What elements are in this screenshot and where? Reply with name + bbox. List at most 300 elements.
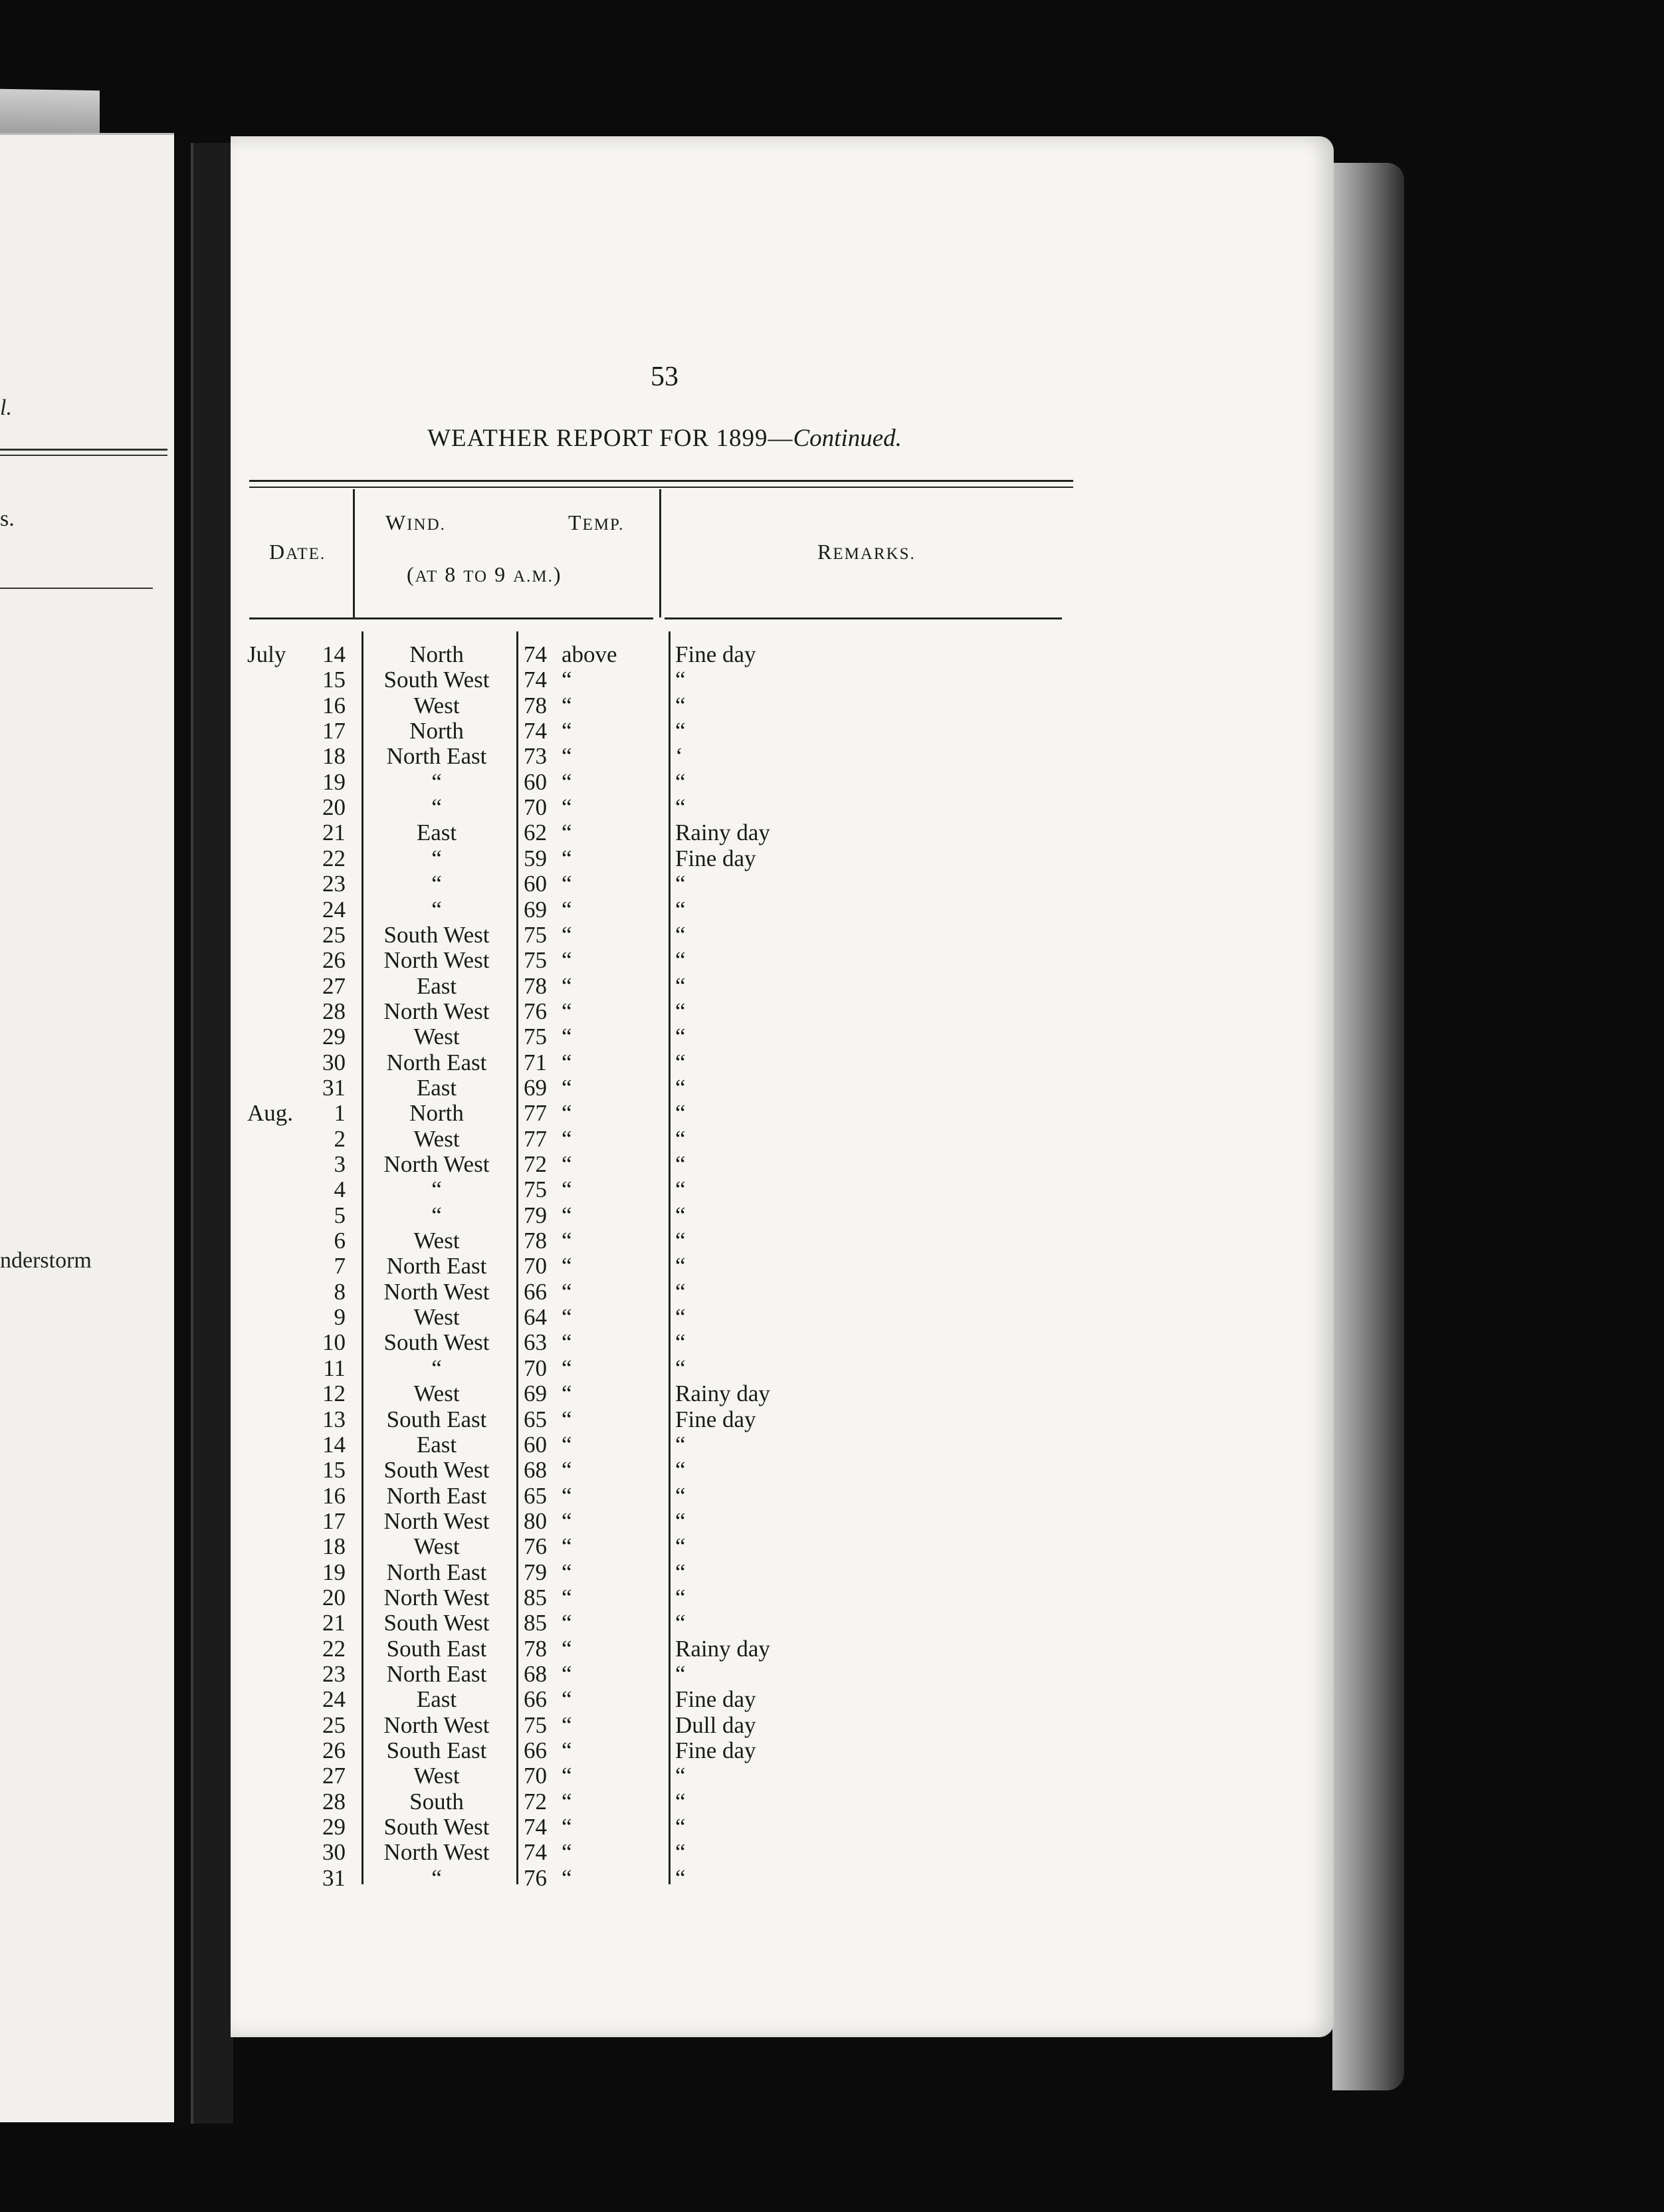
table-row [0, 1713, 1664, 1738]
row-temp-note: “ [562, 743, 572, 769]
row-temp: 75 [524, 1176, 547, 1202]
row-temp: 78 [524, 973, 547, 999]
row-temp: 75 [524, 1024, 547, 1050]
row-wind: West [413, 1381, 460, 1406]
row-wind: East [416, 1432, 457, 1458]
row-day: 23 [322, 871, 346, 897]
row-remarks: ‘ [675, 743, 683, 769]
row-wind: South East [386, 1636, 487, 1662]
row-remarks: “ [675, 1865, 686, 1891]
table-row [0, 897, 1664, 923]
row-temp-note: “ [562, 1202, 572, 1228]
row-temp: 66 [524, 1686, 547, 1712]
table-row [0, 1024, 1664, 1050]
table-row [0, 1381, 1664, 1406]
row-day: 27 [322, 1763, 346, 1789]
row-remarks: “ [675, 998, 686, 1024]
row-temp-note: “ [562, 1483, 572, 1509]
row-day: 13 [322, 1406, 346, 1432]
row-wind: “ [431, 845, 442, 871]
row-day: 16 [322, 693, 346, 719]
row-temp: 69 [524, 1075, 547, 1101]
table-row [0, 846, 1664, 871]
table-row [0, 871, 1664, 897]
row-temp: 75 [524, 1712, 547, 1738]
row-day: 29 [322, 1814, 346, 1840]
row-temp: 63 [524, 1329, 547, 1355]
row-temp: 68 [524, 1661, 547, 1687]
row-temp-note: “ [562, 1789, 572, 1815]
row-temp-note: above [562, 641, 617, 667]
row-day: 20 [322, 794, 346, 820]
row-remarks: “ [675, 1329, 686, 1355]
row-temp: 78 [524, 1228, 547, 1254]
row-wind: North East [386, 1050, 487, 1075]
row-month: Aug. [247, 1100, 294, 1126]
row-temp-note: “ [562, 1839, 572, 1865]
row-temp-note: “ [562, 922, 572, 948]
row-day: 7 [334, 1253, 346, 1279]
table-row [0, 1866, 1664, 1891]
row-day: 11 [323, 1355, 346, 1381]
table-row [0, 1152, 1664, 1177]
row-temp-note: “ [562, 1151, 572, 1177]
table-row [0, 1356, 1664, 1381]
row-temp-note: “ [562, 1686, 572, 1712]
row-remarks: “ [675, 947, 686, 973]
row-remarks: “ [675, 769, 686, 795]
row-temp-note: “ [562, 1050, 572, 1075]
row-temp-note: “ [562, 1533, 572, 1559]
row-wind: “ [431, 1176, 442, 1202]
table-row [0, 1432, 1664, 1458]
row-remarks: “ [675, 897, 686, 923]
left-page-rule [0, 449, 167, 451]
row-day: 28 [322, 998, 346, 1024]
row-temp-note: “ [562, 718, 572, 744]
row-temp: 80 [524, 1508, 547, 1534]
row-wind: South West [383, 1457, 490, 1483]
row-temp: 70 [524, 1355, 547, 1381]
table-row [0, 1534, 1664, 1559]
row-wind: “ [431, 1865, 442, 1891]
row-remarks: “ [675, 1304, 686, 1330]
row-day: 18 [322, 743, 346, 769]
row-temp-note: “ [562, 1763, 572, 1789]
table-row [0, 1254, 1664, 1279]
table-row [0, 1815, 1664, 1840]
row-day: 31 [322, 1865, 346, 1891]
row-temp-note: “ [562, 1432, 572, 1458]
row-day: 1 [334, 1100, 346, 1126]
row-wind: North West [383, 947, 490, 973]
row-wind: North West [383, 1151, 490, 1177]
row-temp-note: “ [562, 1585, 572, 1610]
row-day: 19 [322, 769, 346, 795]
row-wind: West [413, 1304, 460, 1330]
row-temp: 70 [524, 1763, 547, 1789]
row-day: 8 [334, 1279, 346, 1305]
table-row [0, 1279, 1664, 1305]
row-temp: 78 [524, 693, 547, 719]
row-temp-note: “ [562, 1661, 572, 1687]
header-date: DATE. [269, 540, 326, 564]
row-day: 4 [334, 1176, 346, 1202]
row-remarks: “ [675, 693, 686, 719]
row-temp-note: “ [562, 1457, 572, 1483]
row-wind: North East [386, 1483, 487, 1509]
row-remarks: “ [675, 1559, 686, 1585]
row-temp: 76 [524, 1533, 547, 1559]
row-remarks: Fine day [675, 1686, 756, 1712]
row-temp-note: “ [562, 794, 572, 820]
row-wind: “ [431, 769, 442, 795]
table-row [0, 1509, 1664, 1534]
row-remarks: “ [675, 1457, 686, 1483]
row-wind: East [416, 1686, 457, 1712]
header-bottom-rule-left [249, 617, 653, 619]
row-day: 27 [322, 973, 346, 999]
row-wind: “ [431, 871, 442, 897]
row-temp: 73 [524, 743, 547, 769]
row-remarks: “ [675, 1100, 686, 1126]
table-top-rule-inner [249, 487, 1073, 488]
table-row [0, 1407, 1664, 1432]
table-row [0, 1484, 1664, 1509]
table-row [0, 1560, 1664, 1585]
row-temp-note: “ [562, 1712, 572, 1738]
table-row [0, 1840, 1664, 1865]
row-wind: North [409, 718, 464, 744]
row-remarks: “ [675, 1176, 686, 1202]
row-wind: South [409, 1789, 464, 1815]
row-temp-note: “ [562, 1610, 572, 1636]
row-temp: 69 [524, 1381, 547, 1406]
row-wind: North [409, 1100, 464, 1126]
row-day: 26 [322, 947, 346, 973]
row-day: 3 [334, 1151, 346, 1177]
row-day: 2 [334, 1126, 346, 1152]
row-temp: 76 [524, 998, 547, 1024]
table-row [0, 1177, 1664, 1202]
row-remarks: “ [675, 1151, 686, 1177]
row-day: 14 [322, 1432, 346, 1458]
row-wind: West [413, 1228, 460, 1254]
table-row [0, 1305, 1664, 1330]
row-remarks: “ [675, 1661, 686, 1687]
row-temp-note: “ [562, 1406, 572, 1432]
table-row [0, 744, 1664, 769]
left-page-rule [0, 455, 167, 456]
table-row [0, 974, 1664, 999]
row-temp: 65 [524, 1483, 547, 1509]
header-column-divider [659, 489, 661, 617]
row-day: 6 [334, 1228, 346, 1254]
row-remarks: Rainy day [675, 820, 770, 845]
row-remarks: “ [675, 871, 686, 897]
row-temp: 72 [524, 1151, 547, 1177]
row-temp-note: “ [562, 1228, 572, 1254]
row-day: 10 [322, 1329, 346, 1355]
row-temp-note: “ [562, 693, 572, 719]
row-wind: North West [383, 998, 490, 1024]
row-day: 30 [322, 1050, 346, 1075]
row-remarks: “ [675, 1763, 686, 1789]
row-wind: “ [431, 1355, 442, 1381]
row-remarks: “ [675, 794, 686, 820]
row-day: 20 [322, 1585, 346, 1610]
row-wind: South West [383, 1610, 490, 1636]
row-day: 31 [322, 1075, 346, 1101]
row-wind: North East [386, 1253, 487, 1279]
row-wind: East [416, 820, 457, 845]
row-day: 26 [322, 1737, 346, 1763]
row-remarks: “ [675, 1814, 686, 1840]
row-remarks: Fine day [675, 845, 756, 871]
row-temp-note: “ [562, 1865, 572, 1891]
row-temp: 79 [524, 1202, 547, 1228]
header-time-note: (AT 8 TO 9 A.M.) [407, 562, 562, 586]
row-remarks: Rainy day [675, 1381, 770, 1406]
row-remarks: “ [675, 1024, 686, 1050]
row-wind: “ [431, 897, 442, 923]
table-row [0, 719, 1664, 744]
table-row [0, 1636, 1664, 1662]
row-day: 28 [322, 1789, 346, 1815]
row-day: 25 [322, 1712, 346, 1738]
row-temp: 85 [524, 1610, 547, 1636]
table-row [0, 667, 1664, 693]
table-top-rule [249, 480, 1073, 482]
row-remarks: “ [675, 922, 686, 948]
row-temp: 70 [524, 794, 547, 820]
row-wind: South West [383, 1329, 490, 1355]
table-row [0, 795, 1664, 820]
row-temp: 71 [524, 1050, 547, 1075]
row-remarks: Fine day [675, 1406, 756, 1432]
left-page-fragment-header: s. [0, 506, 15, 531]
row-day: 25 [322, 922, 346, 948]
table-row [0, 1585, 1664, 1610]
row-temp: 62 [524, 820, 547, 845]
row-day: 30 [322, 1839, 346, 1865]
row-temp-note: “ [562, 1126, 572, 1152]
row-temp-note: “ [562, 1075, 572, 1101]
row-temp-note: “ [562, 1279, 572, 1305]
row-wind: North East [386, 1661, 487, 1687]
row-temp-note: “ [562, 947, 572, 973]
table-row [0, 948, 1664, 973]
row-temp: 78 [524, 1636, 547, 1662]
row-temp-note: “ [562, 845, 572, 871]
row-remarks: “ [675, 1789, 686, 1815]
row-temp-note: “ [562, 1329, 572, 1355]
row-wind: West [413, 1024, 460, 1050]
row-temp: 77 [524, 1126, 547, 1152]
left-page-fragment-top: l. [0, 395, 12, 420]
row-remarks: “ [675, 1126, 686, 1152]
row-remarks: “ [675, 973, 686, 999]
header-temp: TEMP. [568, 510, 625, 534]
table-row [0, 1458, 1664, 1483]
row-day: 14 [322, 641, 346, 667]
row-temp: 85 [524, 1585, 547, 1610]
table-row [0, 999, 1664, 1024]
row-day: 15 [322, 1457, 346, 1483]
row-day: 22 [322, 1636, 346, 1662]
table-row [0, 1738, 1664, 1763]
row-wind: South East [386, 1737, 487, 1763]
row-temp: 66 [524, 1737, 547, 1763]
row-day: 16 [322, 1483, 346, 1509]
header-wind: WIND. [385, 510, 446, 534]
row-wind: West [413, 693, 460, 719]
row-remarks: “ [675, 1202, 686, 1228]
row-wind: “ [431, 1202, 442, 1228]
row-temp-note: “ [562, 897, 572, 923]
row-remarks: “ [675, 1839, 686, 1865]
table-row [0, 1687, 1664, 1712]
row-wind: East [416, 1075, 457, 1101]
row-wind: North West [383, 1508, 490, 1534]
row-wind: South West [383, 922, 490, 948]
row-remarks: Fine day [675, 641, 756, 667]
row-temp: 65 [524, 1406, 547, 1432]
row-day: 22 [322, 845, 346, 871]
table-row [0, 1203, 1664, 1228]
row-temp: 69 [524, 897, 547, 923]
row-temp: 60 [524, 769, 547, 795]
table-row [0, 820, 1664, 845]
row-temp-note: “ [562, 1355, 572, 1381]
row-temp: 74 [524, 1814, 547, 1840]
row-temp: 59 [524, 845, 547, 871]
row-wind: North West [383, 1279, 490, 1305]
row-wind: North East [386, 743, 487, 769]
row-remarks: “ [675, 1050, 686, 1075]
row-remarks: “ [675, 667, 686, 693]
row-remarks: “ [675, 1355, 686, 1381]
row-remarks: Fine day [675, 1737, 756, 1763]
row-temp: 74 [524, 1839, 547, 1865]
row-temp-note: “ [562, 1737, 572, 1763]
row-temp-note: “ [562, 1508, 572, 1534]
row-wind: South East [386, 1406, 487, 1432]
table-row [0, 1662, 1664, 1687]
row-day: 12 [322, 1381, 346, 1406]
row-wind: South West [383, 1814, 490, 1840]
row-wind: “ [431, 794, 442, 820]
row-day: 21 [322, 1610, 346, 1636]
row-temp: 75 [524, 947, 547, 973]
row-remarks: “ [675, 1610, 686, 1636]
header-bottom-rule-right [665, 617, 1062, 619]
row-temp-note: “ [562, 1024, 572, 1050]
row-temp: 64 [524, 1304, 547, 1330]
row-wind: North East [386, 1559, 487, 1585]
row-temp: 66 [524, 1279, 547, 1305]
row-wind: North West [383, 1839, 490, 1865]
row-temp: 74 [524, 667, 547, 693]
row-remarks: “ [675, 1279, 686, 1305]
table-row [0, 1075, 1664, 1101]
row-wind: West [413, 1126, 460, 1152]
row-temp: 75 [524, 922, 547, 948]
row-temp-note: “ [562, 871, 572, 897]
row-day: 24 [322, 897, 346, 923]
table-row [0, 1763, 1664, 1789]
row-temp: 70 [524, 1253, 547, 1279]
row-day: 15 [322, 667, 346, 693]
row-month: July [247, 641, 286, 667]
row-remarks: “ [675, 1508, 686, 1534]
row-remarks: Rainy day [675, 1636, 770, 1662]
left-page-fragment-storm: nderstorm [0, 1248, 92, 1273]
row-remarks: “ [675, 1228, 686, 1254]
row-wind: West [413, 1763, 460, 1789]
row-temp: 77 [524, 1100, 547, 1126]
table-row [0, 693, 1664, 719]
row-day: 9 [334, 1304, 346, 1330]
row-temp-note: “ [562, 1814, 572, 1840]
row-temp-note: “ [562, 1253, 572, 1279]
row-temp: 72 [524, 1789, 547, 1815]
table-row [0, 923, 1664, 948]
row-wind: West [413, 1533, 460, 1559]
row-remarks: Dull day [675, 1712, 756, 1738]
row-temp: 74 [524, 718, 547, 744]
row-day: 29 [322, 1024, 346, 1050]
row-day: 17 [322, 718, 346, 744]
row-day: 17 [322, 1508, 346, 1534]
row-remarks: “ [675, 1585, 686, 1610]
row-temp: 60 [524, 871, 547, 897]
left-page-edge [0, 89, 100, 138]
row-remarks: “ [675, 1075, 686, 1101]
header-column-divider [353, 489, 355, 617]
row-remarks: “ [675, 1533, 686, 1559]
row-remarks: “ [675, 718, 686, 744]
row-temp-note: “ [562, 1176, 572, 1202]
row-wind: South West [383, 667, 490, 693]
row-temp-note: “ [562, 1304, 572, 1330]
table-row [0, 1101, 1664, 1126]
page-title [372, 424, 957, 453]
row-day: 5 [334, 1202, 346, 1228]
row-temp: 60 [524, 1432, 547, 1458]
table-row [0, 1050, 1664, 1075]
row-temp-note: “ [562, 820, 572, 845]
row-temp-note: “ [562, 1100, 572, 1126]
row-remarks: “ [675, 1253, 686, 1279]
row-day: 21 [322, 820, 346, 845]
table-row [0, 1127, 1664, 1152]
row-day: 18 [322, 1533, 346, 1559]
table-row [0, 770, 1664, 795]
row-temp-note: “ [562, 769, 572, 795]
row-wind: North West [383, 1585, 490, 1610]
row-wind: East [416, 973, 457, 999]
row-temp: 76 [524, 1865, 547, 1891]
left-page-rule [0, 588, 153, 589]
row-temp: 74 [524, 641, 547, 667]
row-temp-note: “ [562, 1636, 572, 1662]
table-row [0, 1789, 1664, 1815]
row-day: 23 [322, 1661, 346, 1687]
row-day: 24 [322, 1686, 346, 1712]
row-temp-note: “ [562, 1381, 572, 1406]
row-temp-note: “ [562, 973, 572, 999]
